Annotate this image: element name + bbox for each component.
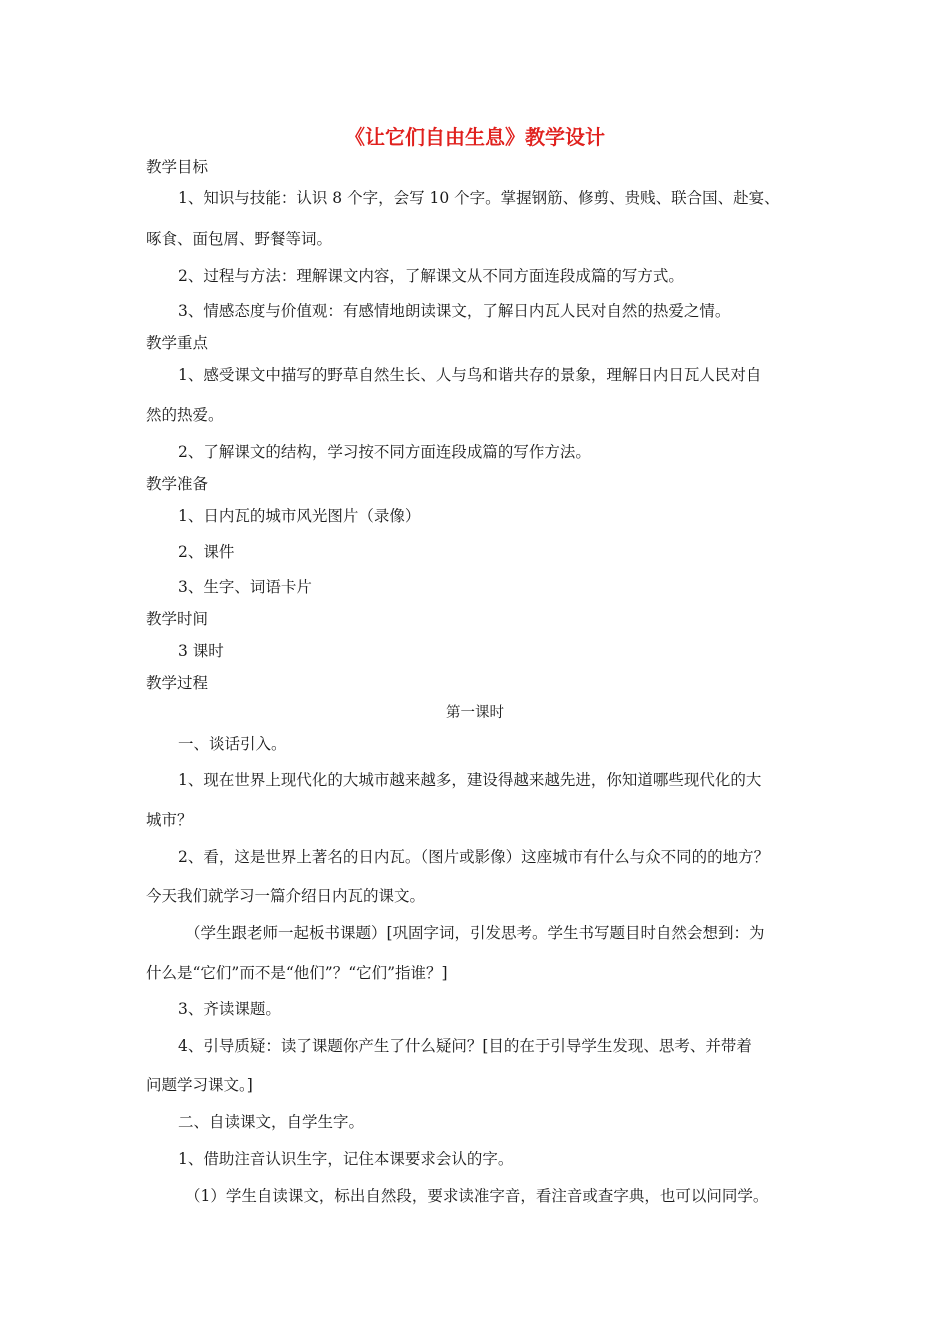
section-heading-process: 教学过程: [146, 674, 209, 692]
paragraph-line: 1、现在世界上现代化的大城市越来越多，建设得越来越先进，你知道哪些现代化的大: [178, 771, 762, 789]
document-title: 《让它们自由生息》教学设计: [345, 125, 605, 149]
paragraph-line: 一、谈话引入。: [178, 735, 287, 753]
paragraph-line: 1、借助注音认识生字，记住本课要求会认的字。: [178, 1150, 514, 1168]
paragraph-line: 今天我们就学习一篇介绍日内瓦的课文。: [146, 887, 426, 905]
section-heading-key-points: 教学重点: [146, 334, 209, 352]
paragraph-line: 2、过程与方法：理解课文内容，了解课文从不同方面连段成篇的写方式。: [178, 267, 684, 285]
lesson-heading: 第一课时: [446, 705, 504, 721]
paragraph-line: 2、看，这是世界上著名的日内瓦。（图片或影像）这座城市有什么与众不同的的地方？: [178, 848, 770, 866]
section-heading-time: 教学时间: [146, 610, 209, 628]
paragraph-line: （1）学生自读课文，标出自然段，要求读准字音，看注音或查字典，也可以问同学。: [185, 1187, 769, 1205]
paragraph-line: 2、了解课文的结构，学习按不同方面连段成篇的写作方法。: [178, 443, 591, 461]
paragraph-line: 然的热爱。: [146, 406, 224, 424]
paragraph-line: 3、生字、词语卡片: [178, 578, 312, 596]
paragraph-line: 3、情感态度与价值观：有感情地朗读课文，了解日内瓦人民对自然的热爱之情。: [178, 302, 731, 320]
paragraph-line: 2、课件: [178, 543, 235, 561]
paragraph-line: 3 课时: [178, 642, 224, 660]
paragraph-line: 二、自读课文，自学生字。: [178, 1113, 365, 1131]
paragraph-line: 1、日内瓦的城市风光图片（录像）: [178, 507, 421, 525]
paragraph-line: 问题学习课文。]: [146, 1076, 253, 1094]
section-heading-objectives: 教学目标: [146, 158, 209, 176]
paragraph-line: 4、引导质疑：读了课题你产生了什么疑问？[目的在于引导学生发现、思考、并带着: [178, 1037, 752, 1055]
paragraph-line: （学生跟老师一起板书课题）[巩固字词，引发思考。学生书写题目时自然会想到：为: [185, 924, 765, 942]
paragraph-line: 1、知识与技能：认识 8 个字，会写 10 个字。掌握钢筋、修剪、贵贱、联合国、赴宴、: [178, 189, 780, 207]
paragraph-line: 啄食、面包屑、野餐等词。: [146, 230, 333, 248]
paragraph-line: 什么是“它们”而不是“他们”？“它们”指谁？]: [146, 964, 448, 982]
paragraph-line: 3、齐读课题。: [178, 1000, 281, 1018]
section-heading-preparation: 教学准备: [146, 475, 209, 493]
paragraph-line: 1、感受课文中描写的野草自然生长、人与鸟和谐共存的景象，理解日内日瓦人民对自: [178, 366, 762, 384]
paragraph-line: 城市？: [146, 811, 193, 829]
